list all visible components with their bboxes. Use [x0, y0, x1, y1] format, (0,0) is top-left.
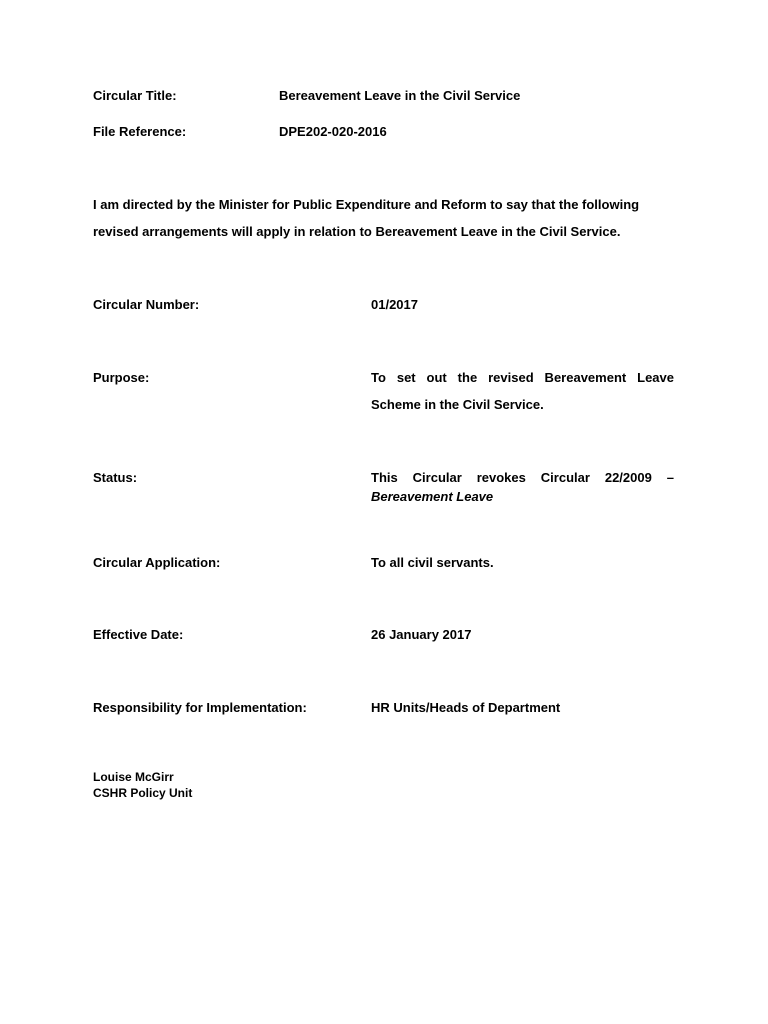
intro-line-2: revised arrangements will apply in relation to Bereavement Leave in the Civil Service.: [93, 224, 621, 239]
circular-title-value: Bereavement Leave in the Civil Service: [279, 88, 521, 103]
circular-number-value: 01/2017: [371, 297, 418, 312]
purpose-line-2: Scheme in the Civil Service.: [371, 397, 544, 412]
responsibility-value: HR Units/Heads of Department: [371, 700, 561, 715]
intro-line-1: I am directed by the Minister for Public Expenditure and Reform to say that the following: [93, 197, 640, 212]
effective-date-value: 26 January 2017: [371, 627, 472, 642]
purpose-line-1: To set out the revised Bereavement Leave: [371, 370, 674, 385]
status-label: Status:: [93, 470, 138, 485]
application-value: To all civil servants.: [371, 555, 494, 570]
purpose-label: Purpose:: [93, 370, 150, 385]
signature-name: Louise McGirr: [93, 770, 174, 784]
effective-date-label: Effective Date:: [93, 627, 184, 642]
status-line-2: Bereavement Leave: [371, 489, 494, 504]
application-label: Circular Application:: [93, 555, 221, 570]
signature-unit: CSHR Policy Unit: [93, 786, 193, 800]
file-reference-value: DPE202-020-2016: [279, 124, 387, 139]
status-line-1: This Circular revokes Circular 22/2009 –: [371, 470, 674, 485]
file-reference-label: File Reference:: [93, 124, 187, 139]
circular-title-label: Circular Title:: [93, 88, 177, 103]
responsibility-label: Responsibility for Implementation:: [93, 700, 307, 715]
circular-number-label: Circular Number:: [93, 297, 200, 312]
